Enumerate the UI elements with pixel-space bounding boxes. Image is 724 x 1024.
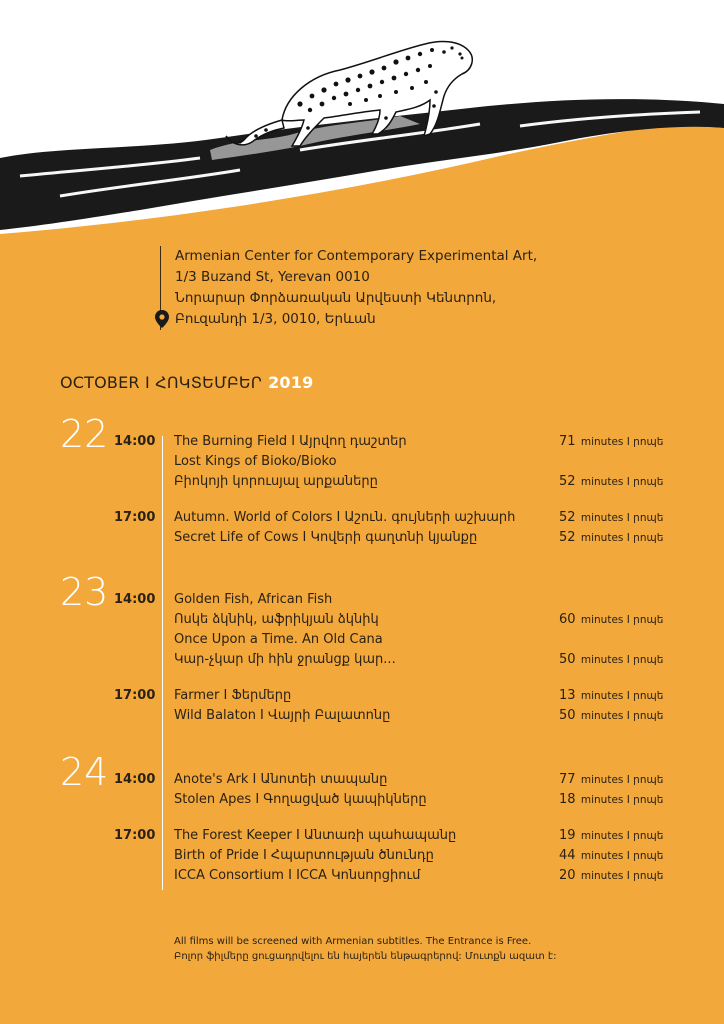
film-duration (559, 652, 663, 667)
film-title: Կար-չկար մի հին ջրանցք կար... (174, 652, 396, 667)
film-title: Stolen Apes I Գողացված կապիկները (174, 792, 427, 807)
footer-note-english: All films will be screened with Armenian subtitles. The Entrance is Free. (174, 936, 532, 947)
film-duration (559, 828, 663, 843)
time-slot: 14:00 (114, 434, 156, 449)
venue-line-2: 1/3 Buzand St, Yerevan 0010 (175, 269, 370, 285)
duration-unit: minutes I րոպե (577, 774, 664, 786)
duration-minutes: 52 (559, 474, 576, 489)
footer-note-armenian: Բոլոր ֆիլմերը ցուցադրվելու են հայերեն ենթագրերով: Մուտքն ազատ է: (174, 951, 557, 962)
film-title: Secret Life of Cows I Կովերի գաղտնի կյանքը (174, 530, 478, 545)
duration-unit: minutes I րոպե (577, 690, 664, 702)
duration-minutes: 52 (559, 530, 576, 545)
film-duration (559, 868, 663, 883)
year-label: 2019 (268, 373, 314, 392)
film-title: Autumn. World of Colors I Աշուն. գույների աշխարհ (174, 510, 516, 525)
duration-unit: minutes I րոպե (577, 830, 664, 842)
duration-unit: minutes I րոպե (577, 850, 664, 862)
leopard-on-log-illustration (0, 0, 724, 240)
film-duration (559, 792, 663, 807)
film-title: Once Upon a Time. An Old Cana (174, 632, 383, 647)
film-title: Farmer I Ֆերմերը (174, 688, 292, 703)
film-duration (559, 612, 663, 627)
film-duration (559, 708, 663, 723)
film-title: Birth of Pride I Հպարտության ծնունդը (174, 848, 434, 863)
duration-unit: minutes I րոպե (577, 870, 664, 882)
duration-minutes: 50 (559, 708, 576, 723)
film-duration (559, 772, 663, 787)
film-duration (559, 688, 663, 703)
day-number: 24 (60, 750, 109, 794)
duration-minutes: 71 (559, 434, 576, 449)
duration-unit: minutes I րոպե (577, 436, 664, 448)
film-title: Golden Fish, African Fish (174, 592, 333, 607)
duration-minutes: 18 (559, 792, 576, 807)
film-title: Ոսկե ձկնիկ, աֆրիկյան ձկնիկ (174, 612, 379, 627)
duration-minutes: 20 (559, 868, 576, 883)
film-duration (559, 510, 663, 525)
film-title: Բիոկոյի կորուսյալ արքաները (174, 474, 378, 489)
time-slot: 17:00 (114, 510, 156, 525)
venue-line-1: Armenian Center for Contemporary Experimental Art, (175, 248, 538, 264)
duration-unit: minutes I րոպե (577, 654, 664, 666)
duration-minutes: 44 (559, 848, 576, 863)
film-title: Wild Balaton I Վայրի Բալատոնը (174, 708, 391, 723)
duration-minutes: 60 (559, 612, 576, 627)
film-duration (559, 434, 663, 449)
month-label: OCTOBER I ՀՈԿՏԵՄԲԵՐ (60, 373, 263, 392)
venue-line-4: Բուզանդի 1/3, 0010, Երևան (175, 311, 376, 327)
film-title: The Forest Keeper I Անտառի պահապանը (174, 828, 457, 843)
film-duration (559, 530, 663, 545)
duration-unit: minutes I րոպե (577, 794, 664, 806)
duration-unit: minutes I րոպե (577, 512, 664, 524)
duration-unit: minutes I րոպե (577, 614, 664, 626)
day-number: 22 (60, 412, 109, 456)
duration-minutes: 50 (559, 652, 576, 667)
time-slot: 14:00 (114, 772, 156, 787)
duration-unit: minutes I րոպե (577, 476, 664, 488)
duration-minutes: 52 (559, 510, 576, 525)
time-slot: 17:00 (114, 828, 156, 843)
duration-unit: minutes I րոպե (577, 710, 664, 722)
time-slot: 17:00 (114, 688, 156, 703)
duration-minutes: 19 (559, 828, 576, 843)
film-duration (559, 474, 663, 489)
film-title: The Burning Field I Այրվող դաշտեր (174, 434, 407, 449)
month-heading (60, 373, 313, 392)
day-number: 23 (60, 570, 109, 614)
film-title: Lost Kings of Bioko/Bioko (174, 454, 337, 469)
map-pin-icon (155, 310, 169, 328)
film-title: Anote's Ark I Անոտեի տապանը (174, 772, 388, 787)
film-duration (559, 848, 663, 863)
duration-unit: minutes I րոպե (577, 532, 664, 544)
venue-address (160, 246, 537, 330)
venue-line-3: Նորարար Փորձառական Արվեստի Կենտրոն, (175, 290, 497, 306)
time-slot: 14:00 (114, 592, 156, 607)
duration-minutes: 13 (559, 688, 576, 703)
film-title: ICCA Consortium I ICCA Կոնսորցիում (174, 868, 421, 883)
schedule-divider (162, 436, 163, 890)
duration-minutes: 77 (559, 772, 576, 787)
